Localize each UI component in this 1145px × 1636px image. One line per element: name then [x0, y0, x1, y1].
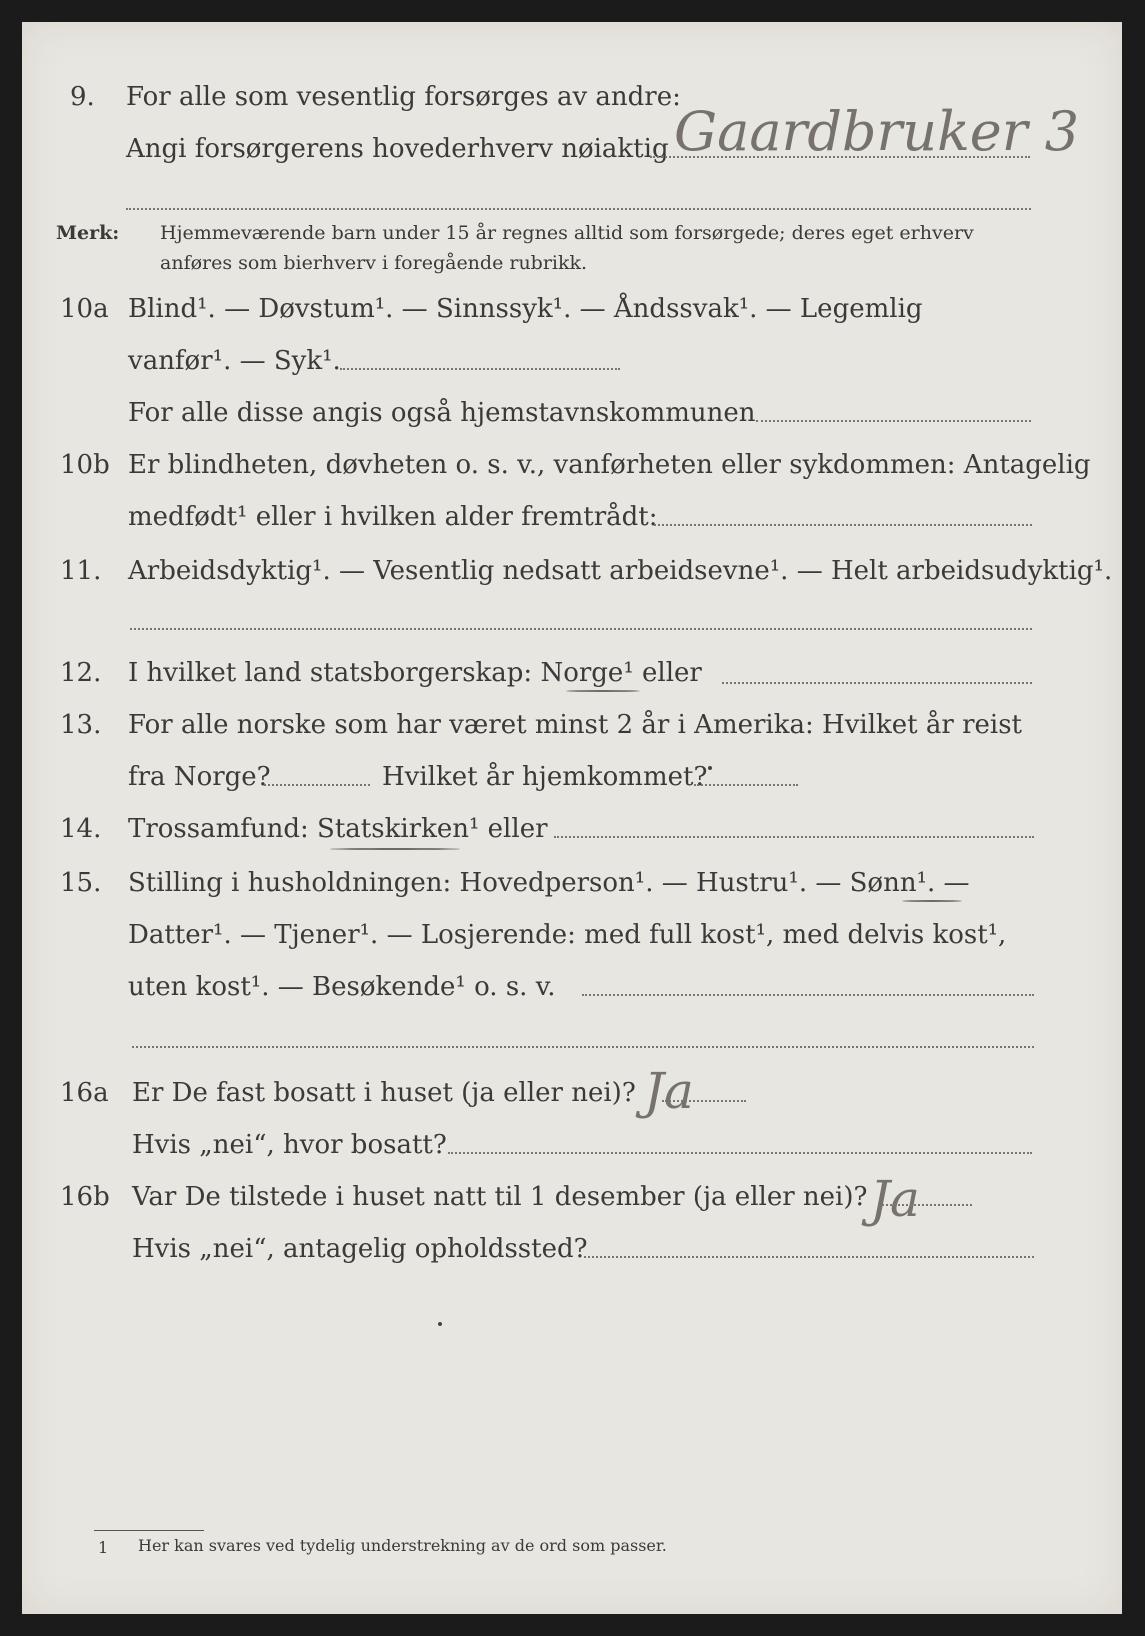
note-line1: Hjemmeværende barn under 15 år regnes alltid som forsørgede; deres eget erhverv [160, 222, 974, 244]
question-10a-line2: vanfør¹. — Syk¹. [128, 346, 341, 376]
question-16b-number: 16b [60, 1182, 110, 1212]
norge-underline [566, 690, 640, 692]
question-16a-line2: Hvis „nei“, hvor bosatt? [132, 1130, 447, 1160]
question-15-line1: Stilling i husholdningen: Hovedperson¹. — Hustru¹. — Sønn¹. — [128, 868, 970, 898]
question-16b-line1: Var De tilstede i huset natt til 1 desember (ja eller nei)? [132, 1182, 868, 1212]
question-15-line3: uten kost¹. — Besøkende¹ o. s. v. [128, 972, 556, 1002]
question-16a-answer-line [662, 1100, 746, 1102]
question-13-line1: For alle norske som har været minst 2 år i Amerika: Hvilket år reist [128, 710, 1022, 740]
question-9-line2: Angi forsørgerens hovederhverv nøiaktig [126, 134, 669, 164]
ink-speck [708, 766, 712, 770]
footnote-mark: 1 [98, 1538, 109, 1557]
question-10b-number: 10b [60, 450, 110, 480]
question-10a-answer-line [340, 368, 620, 370]
question-16b-handwritten-answer: Ja [870, 1170, 920, 1228]
question-12-answer-line [722, 682, 1032, 684]
question-13-line2b: Hvilket år hjemkommet? [382, 762, 708, 792]
question-11-line1: Arbeidsdyktig¹. — Vesentlig nedsatt arbeidsevne¹. — Helt arbeidsudyktig¹. [128, 556, 1113, 586]
question-11-number: 11. [60, 556, 102, 586]
question-13-number: 13. [60, 710, 102, 740]
question-14-number: 14. [60, 814, 102, 844]
question-16a-number: 16a [60, 1078, 109, 1108]
question-12-line1: I hvilket land statsborgerskap: Norge¹ eller [128, 658, 702, 688]
question-10a-number: 10a [60, 294, 109, 324]
separator-line [126, 208, 1031, 210]
question-10a-line1: Blind¹. — Døvstum¹. — Sinnssyk¹. — Åndssvak¹. — Legemlig [128, 294, 923, 324]
question-14-line1: Trossamfund: Statskirken¹ eller [128, 814, 548, 844]
question-9-number: 9. [70, 82, 95, 112]
question-10a-line3: For alle disse angis også hjemstavnskommunen [128, 398, 756, 428]
question-16a-residence-line [448, 1152, 1032, 1154]
sonn-underline [902, 900, 962, 902]
footnote-rule [94, 1530, 204, 1531]
note-label: Merk: [56, 222, 120, 244]
question-10b-line2: medfødt¹ eller i hvilken alder fremtrådt: [128, 502, 658, 532]
question-16b-line2: Hvis „nei“, antagelig opholdssted? [132, 1234, 588, 1264]
ink-speck [438, 1322, 442, 1326]
question-16a-handwritten-answer: Ja [644, 1062, 694, 1120]
question-15-answer-line [582, 994, 1034, 996]
question-13-departure-line [264, 784, 370, 786]
footnote-text: Her kan svares ved tydelig understrekning av de ord som passer. [138, 1536, 667, 1555]
question-13-line2a: fra Norge? [128, 762, 271, 792]
census-form-page [22, 22, 1122, 1614]
question-15-number: 15. [60, 868, 102, 898]
question-14-answer-line [554, 836, 1034, 838]
question-9-line1: For alle som vesentlig forsørges av andre: [126, 82, 681, 112]
question-10b-line1: Er blindheten, døvheten o. s. v., vanførheten eller sykdommen: Antagelig [128, 450, 1091, 480]
note-line2: anføres som bierhverv i foregående rubrikk. [160, 252, 588, 274]
question-16a-line1: Er De fast bosatt i huset (ja eller nei)? [132, 1078, 636, 1108]
question-15-extra-line [132, 1046, 1034, 1048]
question-16b-whereabouts-line [584, 1256, 1034, 1258]
question-12-number: 12. [60, 658, 102, 688]
question-11-answer-line [130, 628, 1032, 630]
question-9-handwritten-answer: Gaardbruker 3 [674, 100, 1080, 163]
statskirken-underline [330, 848, 460, 850]
question-10a-municipality-line [756, 420, 1031, 422]
question-15-line2: Datter¹. — Tjener¹. — Losjerende: med full kost¹, med delvis kost¹, [128, 920, 1007, 950]
question-16b-answer-line [882, 1204, 972, 1206]
question-13-return-line [694, 784, 798, 786]
question-10b-answer-line [654, 524, 1032, 526]
